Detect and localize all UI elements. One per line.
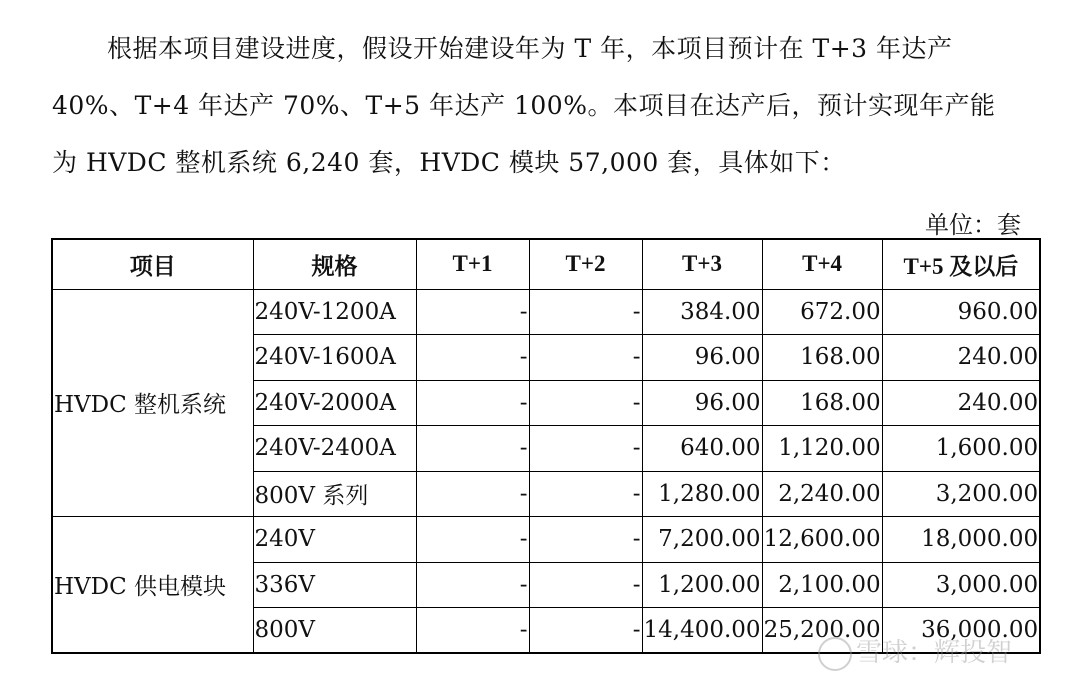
value-cell: - [529, 517, 642, 563]
value-cell: - [416, 562, 529, 608]
paragraph-line: 40%、T+4 年达产 70%、T+5 年达产 100%。本项目在达产后，预计实现年产能 [52, 91, 996, 120]
value-cell: - [416, 608, 529, 654]
value-cell: - [416, 380, 529, 426]
value-cell: 1,280.00 [642, 471, 762, 517]
value-cell: 12,600.00 [762, 517, 882, 563]
value-cell: - [416, 471, 529, 517]
paragraph-line: 为 HVDC 整机系统 6,240 套，HVDC 模块 57,000 套，具体如下： [52, 148, 846, 177]
value-cell: 240.00 [882, 380, 1040, 426]
table-header-row [52, 239, 1040, 289]
value-cell: 96.00 [642, 380, 762, 426]
value-cell: 168.00 [762, 335, 882, 381]
watermark [818, 632, 1012, 671]
header-cell: 规格 [253, 239, 416, 289]
value-cell: 14,400.00 [642, 608, 762, 654]
spec-cell: 336V [253, 562, 416, 608]
value-cell: 96.00 [642, 335, 762, 381]
spec-cell: 800V [253, 608, 416, 654]
capacity-table [51, 238, 1041, 654]
group-cell: HVDC 整机系统 [52, 289, 253, 517]
spec-cell: 240V [253, 517, 416, 563]
snowball-logo-icon [818, 637, 852, 671]
value-cell: - [416, 426, 529, 472]
value-cell: - [416, 517, 529, 563]
value-cell: 384.00 [642, 289, 762, 335]
value-cell: - [529, 335, 642, 381]
header-cell: T+2 [529, 239, 642, 289]
header-cell: T+3 [642, 239, 762, 289]
value-cell: 2,100.00 [762, 562, 882, 608]
body-paragraph [52, 20, 1037, 191]
value-cell: 640.00 [642, 426, 762, 472]
value-cell: 240.00 [882, 335, 1040, 381]
value-cell: 36,000.00 [882, 608, 1040, 654]
value-cell: - [529, 471, 642, 517]
unit-label: 单位：套 [925, 211, 1021, 239]
value-cell: - [529, 289, 642, 335]
group-cell: HVDC 供电模块 [52, 517, 253, 654]
spec-cell: 240V-2400A [253, 426, 416, 472]
value-cell: - [529, 608, 642, 654]
value-cell: - [416, 289, 529, 335]
table-row [52, 517, 1040, 563]
header-cell: T+5 及以后 [882, 239, 1040, 289]
value-cell: 672.00 [762, 289, 882, 335]
value-cell: 1,200.00 [642, 562, 762, 608]
value-cell: 1,120.00 [762, 426, 882, 472]
paragraph-line: 根据本项目建设进度，假设开始建设年为 T 年，本项目预计在 T+3 年达产 [107, 34, 953, 63]
header-cell: T+4 [762, 239, 882, 289]
value-cell: 25,200.00 [762, 608, 882, 654]
value-cell: - [529, 380, 642, 426]
value-cell: 18,000.00 [882, 517, 1040, 563]
value-cell: 7,200.00 [642, 517, 762, 563]
value-cell: - [529, 426, 642, 472]
value-cell: 3,200.00 [882, 471, 1040, 517]
value-cell: - [416, 335, 529, 381]
table-row [52, 289, 1040, 335]
header-cell: T+1 [416, 239, 529, 289]
value-cell: 1,600.00 [882, 426, 1040, 472]
header-cell: 项目 [52, 239, 253, 289]
value-cell: 960.00 [882, 289, 1040, 335]
value-cell: - [529, 562, 642, 608]
value-cell: 2,240.00 [762, 471, 882, 517]
spec-cell: 240V-1600A [253, 335, 416, 381]
spec-cell: 800V 系列 [253, 471, 416, 517]
watermark-text: 雪球：辉投智 [856, 638, 1013, 668]
spec-cell: 240V-1200A [253, 289, 416, 335]
value-cell: 168.00 [762, 380, 882, 426]
spec-cell: 240V-2000A [253, 380, 416, 426]
value-cell: 3,000.00 [882, 562, 1040, 608]
